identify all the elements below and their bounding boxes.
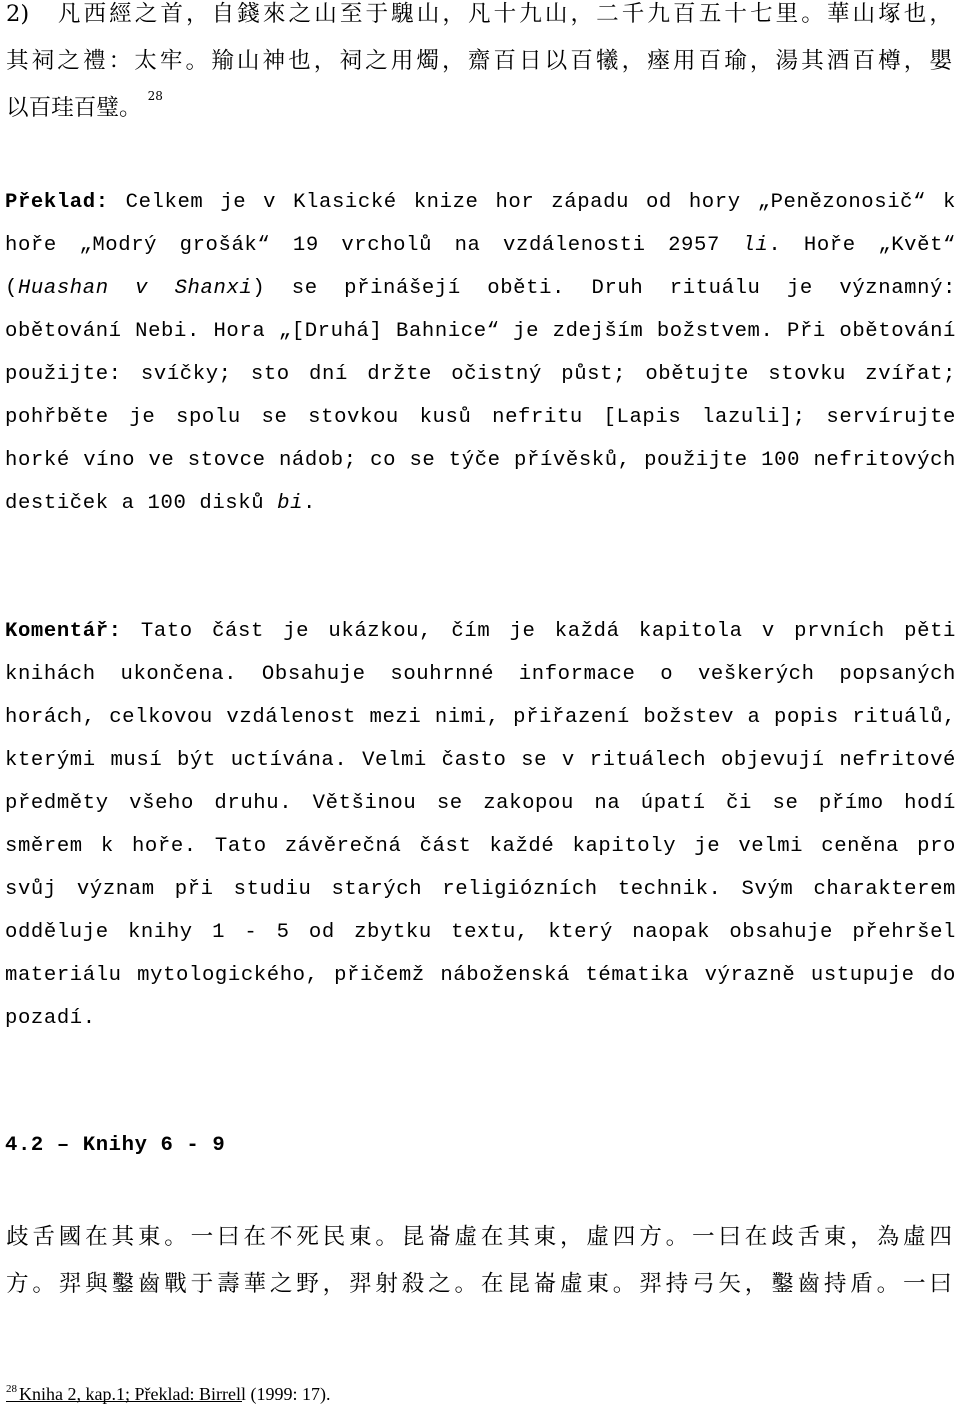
translation-text: . (303, 492, 317, 515)
footnote (6, 1380, 330, 1408)
footnote-number: 28 (6, 1383, 17, 1395)
chinese-source-text (6, 0, 952, 132)
translation-paragraph (5, 181, 956, 525)
unit-li-term: li (742, 234, 769, 257)
cjk-line: 2) 凡西經之首，自錢來之山至于騩山，凡十九山，二千九百五十七里。華山塚也， (6, 1, 952, 27)
cjk-line-text: 以百珪百璧。 (6, 95, 142, 121)
footnote-reference[interactable]: 28 (147, 89, 163, 103)
cjk-line: 其祠之禮：太牢。羭山神也，祠之用燭，齋百日以百犧，瘞用百瑜，湯其酒百樽，嬰 (6, 48, 952, 74)
commentary-text: Tato část je ukázkou, čím je každá kapitola v prvních pěti knihách ukončena. Obsahuje souhrnné informace o veškerých popsaných horách, celkovou vzdálenost mezi nimi, přiřazení božstev a popis rituálů, kterými musí být uctívána. Velmi často se v rituálech objevují nefritové předměty všeho druhu. Většinou se zakopou na úpatí či se přímo hodí směrem k hoře. Tato závěrečná část každé kapitoly je velmi ceněna pro svůj význam při studiu starých religiózních technik. Svým charakterem odděluje knihy 1 - 5 od zbytku textu, který naopak obsahuje přehršel materiálu mytologického, přičemž náboženská tématika výrazně ustupuje do pozadí. (5, 620, 956, 1030)
section-heading: 4.2 – Knihy 6 - 9 (5, 1134, 226, 1157)
cjk-line: 方。羿與鑿齒戰于壽華之野，羿射殺之。在昆崙虛東。羿持弓矢，鑿齒持盾。一曰 (6, 1271, 952, 1297)
chinese-source-text-2 (6, 1214, 952, 1308)
cjk-line (6, 85, 952, 132)
disk-bi-term: bi (277, 492, 304, 515)
translation-label: Překlad: (5, 191, 109, 214)
commentary-paragraph (5, 610, 956, 1040)
translation-text: . Hoře „Květ“ ( (5, 234, 956, 300)
commentary-label: Komentář: (5, 620, 122, 643)
translation-text: ) se přinášejí oběti. Druh rituálu je významný: obětování Nebi. Hora „[Druhá] Bahnice“ je zdejším božstvem. Při obětování použijte: svíčky; sto dní držte očistný půst; obětujte stovku zvířat; pohřběte je spolu se stovkou kusů nefritu [Lapis lazuli]; servírujte horké víno ve stovce nádob; co se týče přívěsků, použijte 100 nefritových destiček a 100 disků (5, 277, 956, 515)
cjk-line: 歧舌國在其東。一曰在不死民東。昆崙虛在其東，虛四方。一曰在歧舌東，為虛四 (6, 1224, 952, 1250)
place-name: Huashan v Shanxi (17, 277, 253, 300)
translation-text: Celkem je v Klasické knize hor západu od hory „Penězonosič“ k hoře „Modrý grošák“ 19 vrcholů na vzdálenosti 2957 (5, 191, 956, 257)
footnote-text: Kniha 2, kap.1; Překlad: Birrell (1999: 17). (19, 1384, 331, 1404)
